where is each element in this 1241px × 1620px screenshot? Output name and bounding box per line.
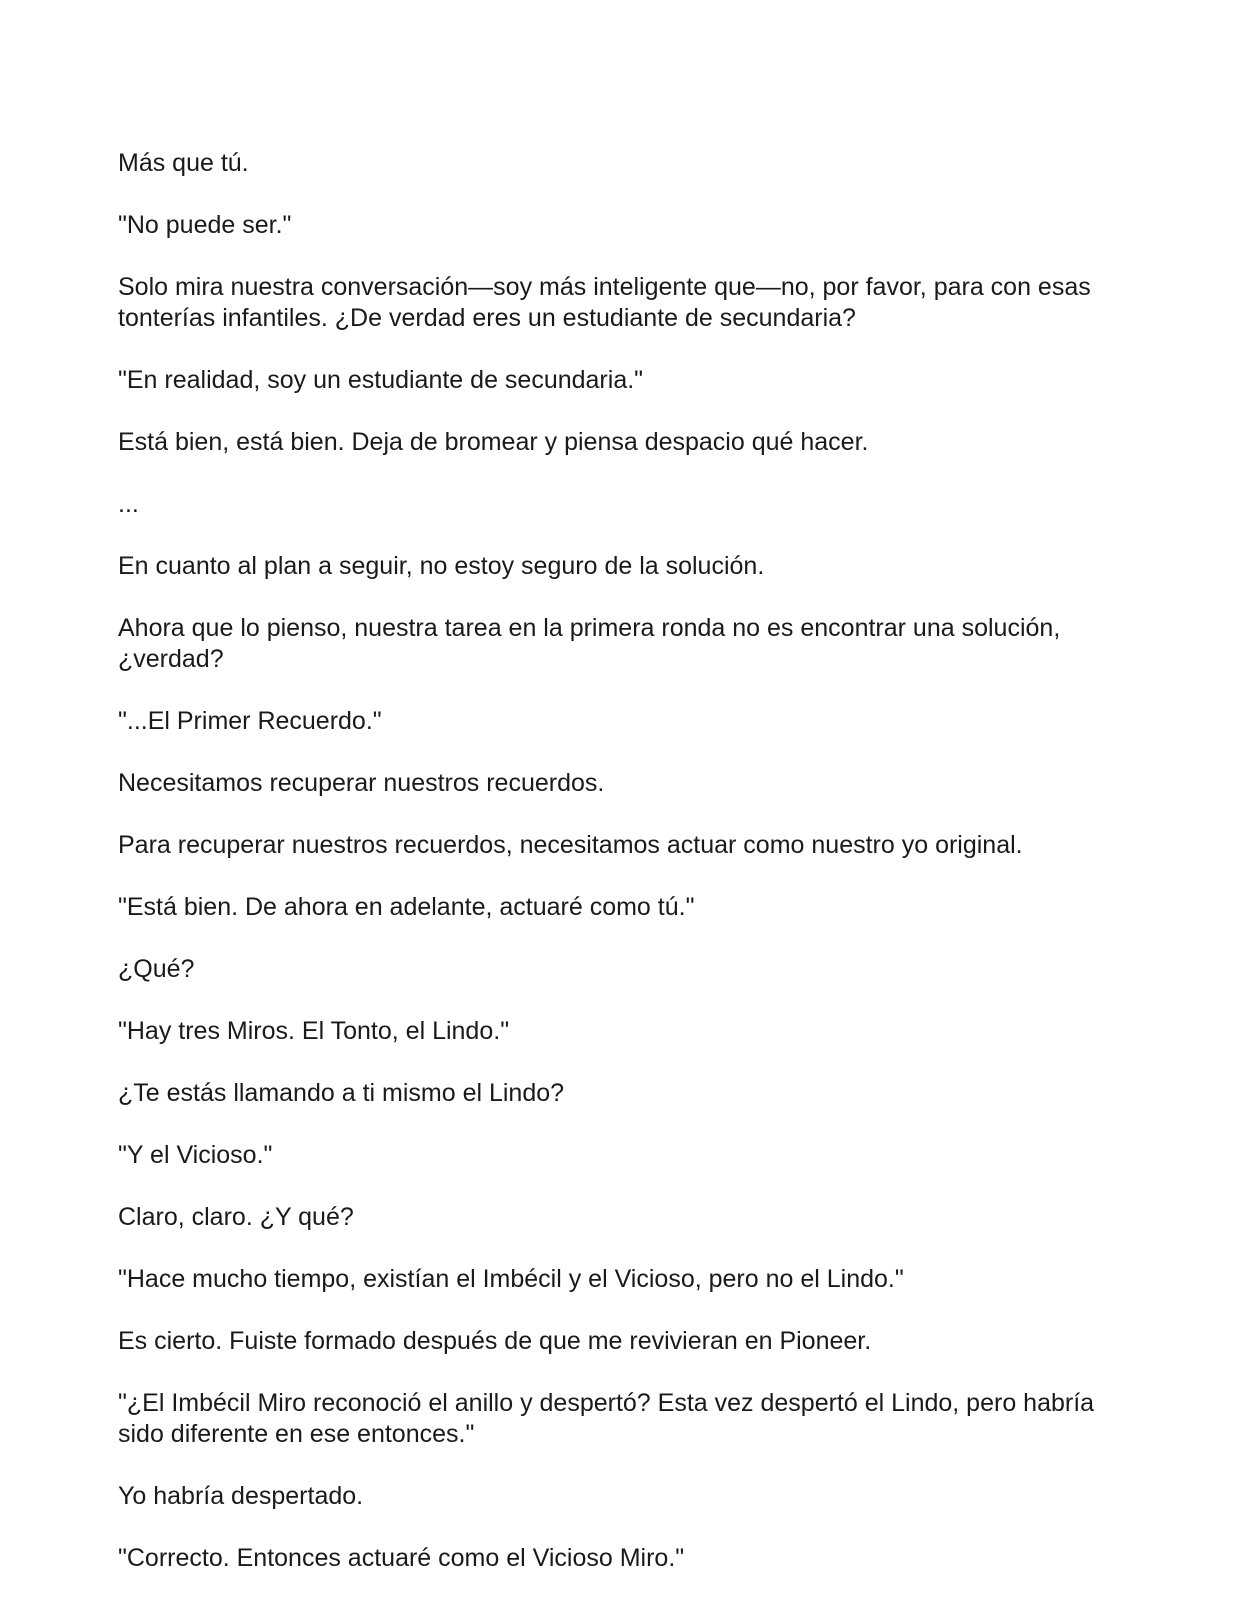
paragraph: Yo habría despertado. — [118, 1482, 364, 1510]
paragraph: Es cierto. Fuiste formado después de que me revivieran en Pioneer. — [118, 1327, 872, 1355]
paragraph: Está bien, está bien. Deja de bromear y piensa despacio qué hacer. — [118, 428, 869, 456]
paragraph: Claro, claro. ¿Y qué? — [118, 1203, 354, 1231]
document-body — [118, 148, 1128, 1605]
paragraph: "En realidad, soy un estudiante de secundaria." — [118, 366, 644, 394]
paragraph: "Y el Vicioso." — [118, 1141, 273, 1169]
paragraph: "Hay tres Miros. El Tonto, el Lindo." — [118, 1017, 510, 1045]
paragraph: Necesitamos recuperar nuestros recuerdos. — [118, 769, 605, 797]
paragraph: ¿Te estás llamando a ti mismo el Lindo? — [118, 1079, 565, 1107]
paragraph: "Está bien. De ahora en adelante, actuaré como tú." — [118, 893, 695, 921]
paragraph: "¿El Imbécil Miro reconoció el anillo y despertó? Esta vez despertó el Lindo, pero habría sido diferente en ese entonces." — [118, 1389, 1095, 1448]
paragraph: Para recuperar nuestros recuerdos, necesitamos actuar como nuestro yo original. — [118, 831, 1023, 859]
paragraph: "No puede ser." — [118, 211, 292, 239]
paragraph: ¿Qué? — [118, 955, 195, 983]
paragraph: "Correcto. Entonces actuaré como el Vicioso Miro." — [118, 1544, 685, 1572]
paragraph: Solo mira nuestra conversación—soy más inteligente que—no, por favor, para con esas tonterías infantiles. ¿De verdad eres un estudiante de secundaria? — [118, 273, 1091, 332]
paragraph: Ahora que lo pienso, nuestra tarea en la primera ronda no es encontrar una solución, ¿verdad? — [118, 614, 1061, 673]
paragraph: "Hace mucho tiempo, existían el Imbécil y el Vicioso, pero no el Lindo." — [118, 1265, 904, 1293]
paragraph: "...El Primer Recuerdo." — [118, 707, 382, 735]
paragraph: En cuanto al plan a seguir, no estoy seguro de la solución. — [118, 552, 765, 580]
paragraph: Más que tú. — [118, 149, 249, 177]
paragraph: ... — [118, 490, 139, 518]
